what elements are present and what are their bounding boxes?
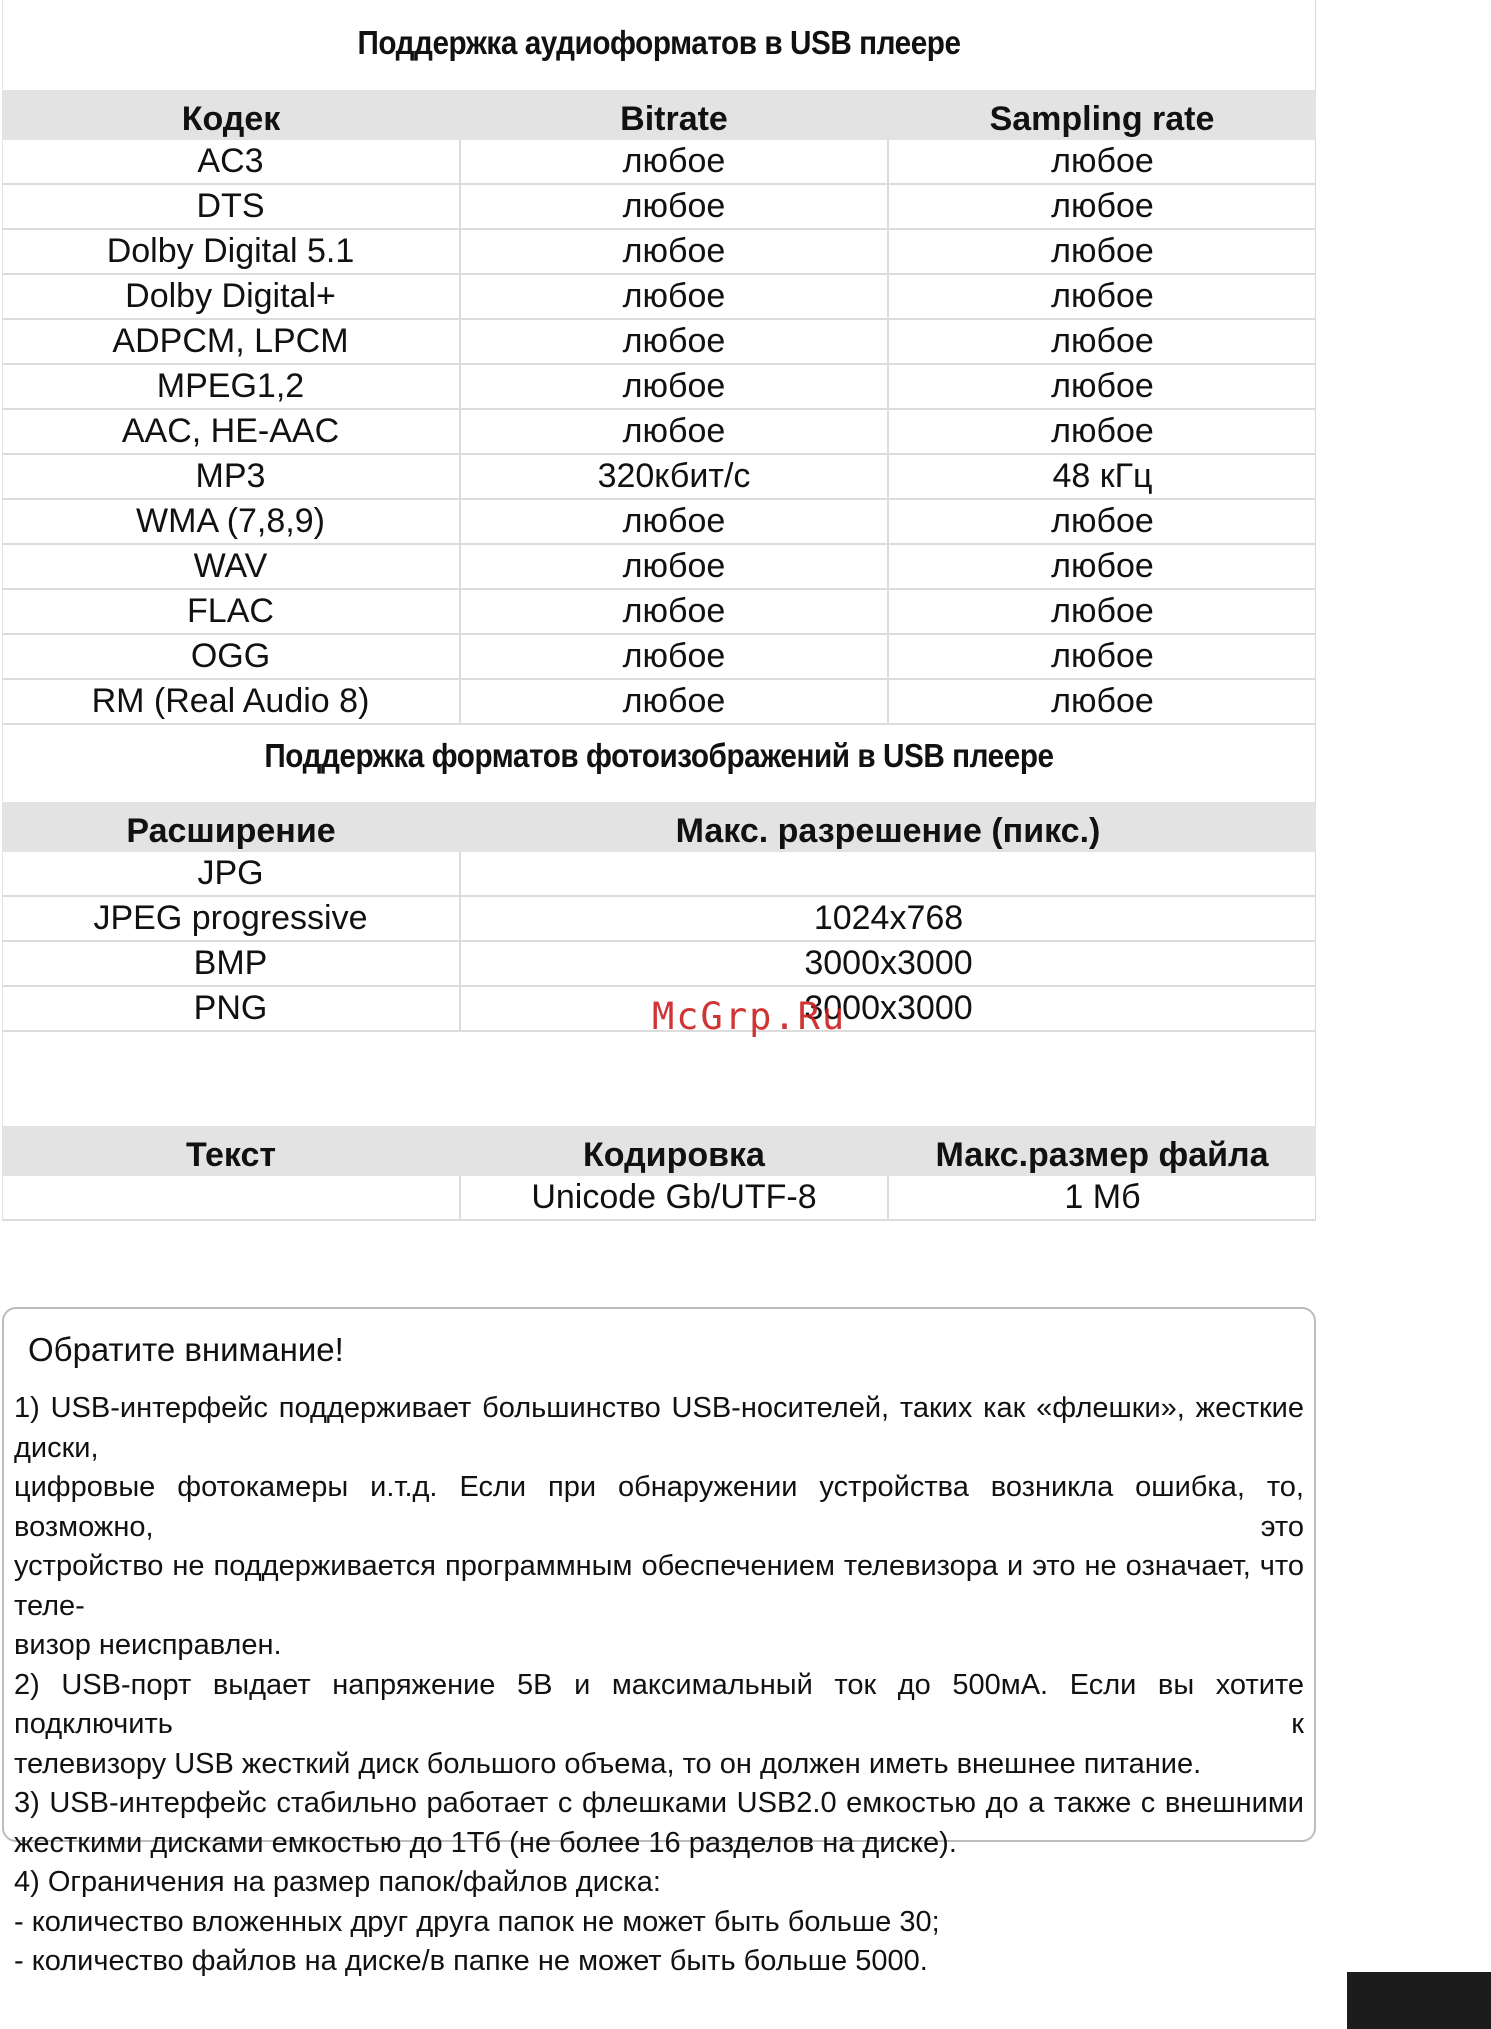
- notice-line: жесткими дисками емкостью до 1Тб (не более 16 разделов на диске).: [14, 1826, 957, 1859]
- table-cell: [2, 1176, 460, 1220]
- table-cell: любое: [888, 229, 1316, 274]
- table-cell: 1 Мб: [888, 1176, 1316, 1220]
- table-cell: любое: [888, 544, 1316, 589]
- column-header-max-resolution: Макс. разрешение (пикс.): [460, 802, 1316, 852]
- table-cell: любое: [460, 184, 888, 229]
- notice-line: - количество вложенных друг друга папок не может быть больше 30;: [14, 1905, 940, 1938]
- table-cell: любое: [888, 364, 1316, 409]
- audio-section-title: Поддержка аудиоформатов в USB плеере: [357, 24, 961, 61]
- table-cell: любое: [460, 319, 888, 364]
- table-cell: Dolby Digital 5.1: [2, 229, 460, 274]
- table-cell: любое: [460, 679, 888, 724]
- table-cell: любое: [888, 634, 1316, 679]
- table-cell: любое: [460, 274, 888, 319]
- photo-section-title: Поддержка форматов фотоизображений в USB плеере: [264, 737, 1054, 774]
- audio-table-row: [2, 679, 1316, 724]
- column-header-sampling-rate: Sampling rate: [888, 90, 1316, 140]
- table-cell: любое: [888, 589, 1316, 634]
- table-cell: любое: [460, 140, 888, 184]
- column-header-codec: Кодек: [2, 90, 460, 140]
- audio-header-row: [2, 90, 1316, 140]
- notice-line: 3) USB-интерфейс стабильно работает с флешками USB2.0 емкостью до а также с внешними: [14, 1787, 1304, 1819]
- table-cell: AC3: [2, 140, 460, 184]
- watermark: McGrp.Ru: [652, 995, 847, 1038]
- table-cell: RM (Real Audio 8): [2, 679, 460, 724]
- table-cell: любое: [888, 409, 1316, 454]
- text-formats-table: [2, 1126, 1316, 1221]
- audio-table-row: [2, 499, 1316, 544]
- audio-table-row: [2, 589, 1316, 634]
- table-cell: 320кбит/с: [460, 454, 888, 499]
- table-cell: AAC, HE-AAC: [2, 409, 460, 454]
- table-cell: FLAC: [2, 589, 460, 634]
- column-header-extension: Расширение: [2, 802, 460, 852]
- table-cell: MP3: [2, 454, 460, 499]
- audio-table-row: [2, 274, 1316, 319]
- table-cell: BMP: [2, 941, 460, 986]
- table-cell: Unicode Gb/UTF-8: [460, 1176, 888, 1220]
- table-cell: 1024x768: [460, 896, 1316, 941]
- photo-table-row: [2, 852, 1316, 896]
- audio-table-row: [2, 319, 1316, 364]
- audio-formats-table: [2, 90, 1316, 725]
- audio-table-row: [2, 229, 1316, 274]
- notice-line: визор неисправлен.: [14, 1629, 282, 1661]
- audio-table-row: [2, 634, 1316, 679]
- table-cell: любое: [460, 229, 888, 274]
- table-cell: любое: [888, 679, 1316, 724]
- notice-line: цифровые фотокамеры и.т.д. Если при обнаружении устройства возникла ошибка, то, возможно, это: [14, 1471, 1304, 1543]
- column-header-bitrate: Bitrate: [460, 90, 888, 140]
- text-header-row: [2, 1126, 1316, 1176]
- table-cell: 48 кГц: [888, 454, 1316, 499]
- table-cell: JPG: [2, 852, 460, 896]
- audio-table-row: [2, 364, 1316, 409]
- audio-table-row: [2, 454, 1316, 499]
- table-cell: любое: [888, 274, 1316, 319]
- column-header-encoding: Кодировка: [460, 1126, 888, 1176]
- page-corner-tab: [1347, 1972, 1491, 2029]
- notice-line: устройство не поддерживается программным обеспечением телевизора и это не означает, что теле-: [14, 1550, 1304, 1622]
- table-cell: любое: [460, 499, 888, 544]
- table-cell: JPEG progressive: [2, 896, 460, 941]
- table-cell: PNG: [2, 986, 460, 1031]
- audio-table-row: [2, 544, 1316, 589]
- table-cell: любое: [888, 184, 1316, 229]
- notice-body: [14, 1389, 1304, 1982]
- table-cell: WAV: [2, 544, 460, 589]
- table-cell: DTS: [2, 184, 460, 229]
- audio-table-row: [2, 409, 1316, 454]
- text-table-row: [2, 1176, 1316, 1220]
- table-cell: любое: [460, 544, 888, 589]
- column-header-text: Текст: [2, 1126, 460, 1176]
- notice-line: - количество файлов на диске/в папке не может быть больше 5000.: [14, 1945, 928, 1977]
- audio-table-row: [2, 140, 1316, 184]
- table-cell: Dolby Digital+: [2, 274, 460, 319]
- notice-line: телевизору USB жесткий диск большого объема, то он должен иметь внешнее питание.: [14, 1747, 1202, 1780]
- photo-header-row: [2, 802, 1316, 852]
- table-cell: любое: [460, 409, 888, 454]
- table-cell: любое: [888, 319, 1316, 364]
- table-cell: любое: [888, 499, 1316, 544]
- table-cell: 3000x3000: [460, 941, 1316, 986]
- table-cell: 3000x3000: [460, 986, 1316, 1031]
- audio-table-row: [2, 184, 1316, 229]
- table-cell: любое: [460, 634, 888, 679]
- table-cell: MPEG1,2: [2, 364, 460, 409]
- notice-line: 2) USB-порт выдает напряжение 5В и максимальный ток до 500мА. Если вы хотите подключить к: [14, 1668, 1304, 1740]
- notice-line: 4) Ограничения на размер папок/файлов диска:: [14, 1866, 661, 1898]
- notice-title: Обратите внимание!: [28, 1331, 344, 1368]
- column-header-max-file-size: Макс.размер файла: [888, 1126, 1316, 1176]
- table-cell: любое: [460, 364, 888, 409]
- photo-table-row: [2, 896, 1316, 941]
- table-cell: любое: [460, 589, 888, 634]
- table-cell: ADPCM, LPCM: [2, 319, 460, 364]
- photo-table-row: [2, 941, 1316, 986]
- table-cell: WMA (7,8,9): [2, 499, 460, 544]
- notice-box: [2, 1307, 1316, 1977]
- table-cell: [460, 852, 1316, 896]
- table-cell: OGG: [2, 634, 460, 679]
- notice-line: 1) USB-интерфейс поддерживает большинство USB-носителей, таких как «флешки», жесткие диски,: [14, 1392, 1304, 1464]
- table-cell: любое: [888, 140, 1316, 184]
